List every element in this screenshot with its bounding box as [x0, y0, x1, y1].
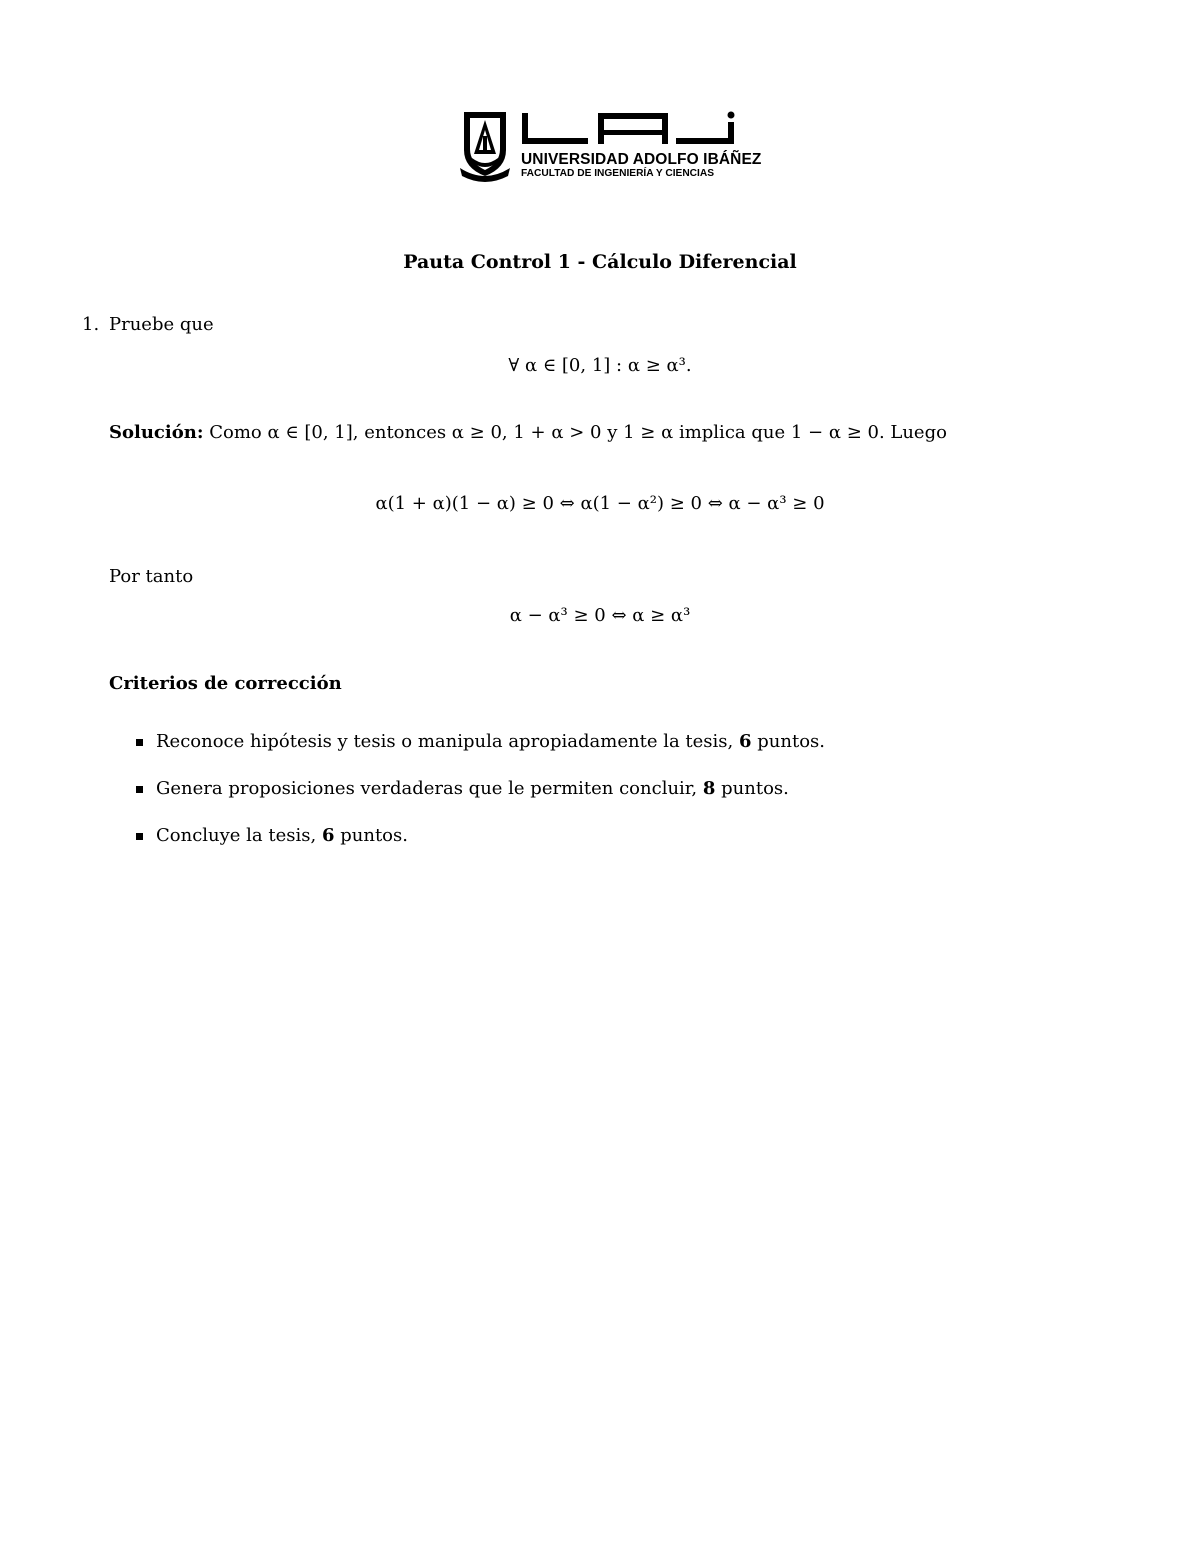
bullet-icon — [136, 833, 143, 840]
bullet-icon — [136, 786, 143, 793]
criteria-item-text: Genera proposiciones verdaderas que le permiten concluir, — [156, 778, 698, 799]
criteria-item-text: Reconoce hipótesis y tesis o manipula apropiadamente la tesis, — [156, 731, 734, 752]
problem-claim: ∀ α ∈ [0, 1] : α ≥ α³. — [508, 355, 692, 376]
faculty-name: FACULTAD DE INGENIERÍA Y CIENCIAS — [521, 168, 715, 179]
university-logo — [458, 110, 762, 185]
conclusion-equation: α − α³ ≥ 0 ⇔ α ≥ α³ — [509, 605, 691, 626]
equation-chain: α(1 + α)(1 − α) ≥ 0 ⇔ α(1 − α²) ≥ 0 ⇔ α − α³ ≥ 0 — [375, 493, 825, 514]
university-name: UNIVERSIDAD ADOLFO IBÁÑEZ — [521, 151, 762, 168]
criteria-item — [156, 778, 789, 800]
solution-text: Como α ∈ [0, 1], entonces α ≥ 0, 1 + α > 0 y 1 ≥ α implica que 1 − α ≥ 0. Luego — [209, 422, 947, 443]
criteria-item — [156, 731, 825, 753]
solution-paragraph — [109, 422, 947, 444]
criteria-item-text: Concluye la tesis, — [156, 825, 317, 846]
problem-statement: Pruebe que — [109, 314, 214, 335]
criteria-item-points: 6 — [321, 825, 335, 846]
criteria-item-points-label: puntos. — [757, 731, 825, 752]
solution-label: Solución: — [109, 422, 204, 443]
criteria-item-points: 6 — [738, 731, 752, 752]
criteria-item-points-label: puntos. — [721, 778, 789, 799]
criteria-item-points-label: puntos. — [340, 825, 408, 846]
bullet-icon — [136, 739, 143, 746]
document-title: Pauta Control 1 - Cálculo Diferencial — [403, 251, 797, 273]
problem-number: 1. — [82, 314, 100, 335]
criteria-item-points: 8 — [702, 778, 716, 799]
criteria-item — [156, 825, 408, 847]
criteria-heading: Criterios de corrección — [109, 673, 342, 694]
conclusion-intro: Por tanto — [109, 566, 194, 587]
